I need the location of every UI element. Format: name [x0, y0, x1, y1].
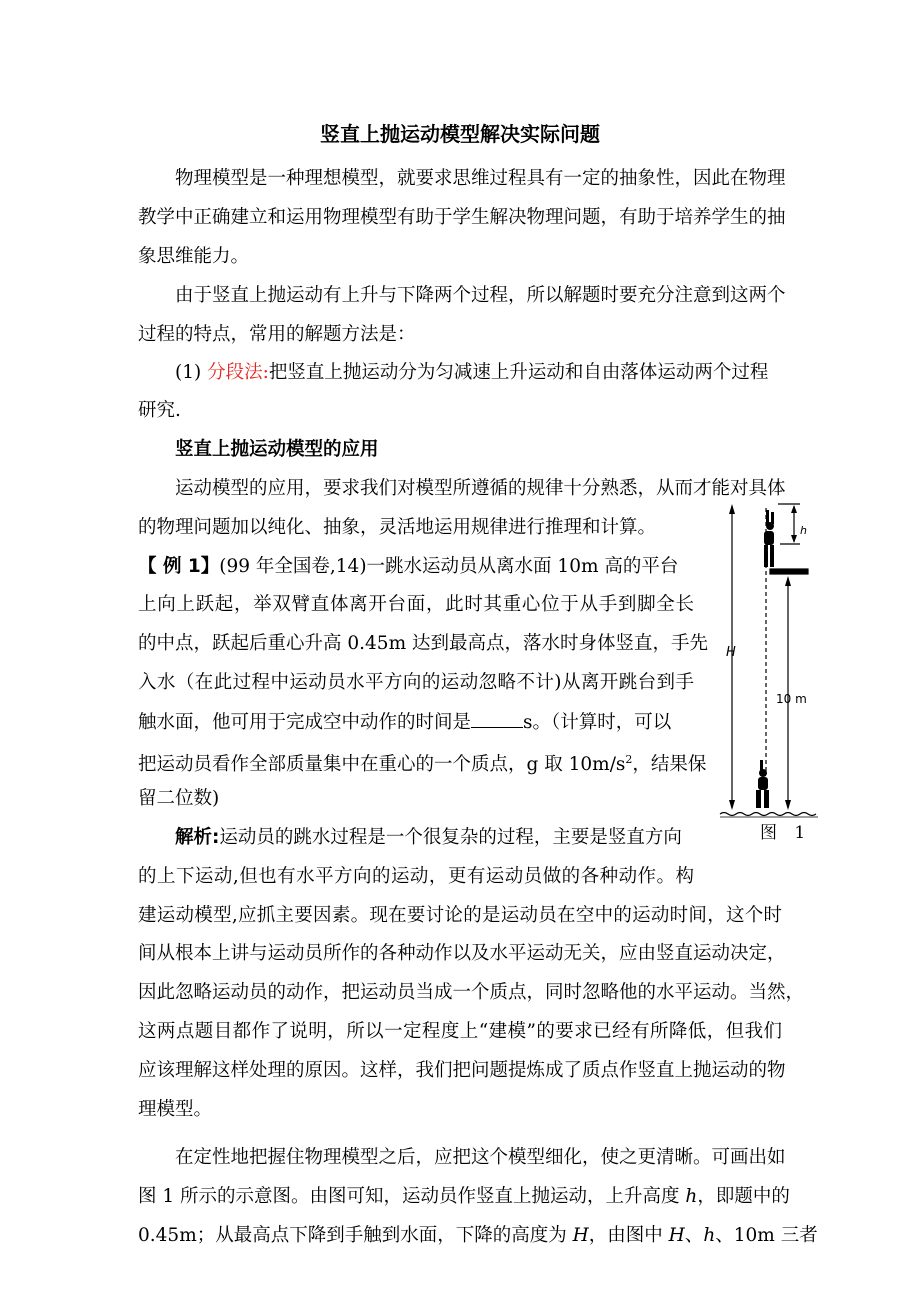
analysis-line-8: 理模型。 [138, 1099, 213, 1120]
method-line-2: 研究. [138, 400, 181, 421]
example-line-7: 留二位数) [138, 788, 220, 809]
platform [770, 569, 808, 574]
method-number: (1) [175, 362, 202, 383]
10m-arrow-top [785, 576, 791, 586]
figure-caption: 图 1 [760, 823, 812, 843]
analysis-line-4: 间从根本上讲与运动员所作的各种动作以及水平运动无关，应由竖直运动决定， [138, 943, 786, 964]
H-arrow-bottom [729, 800, 735, 810]
intro-line-3: 象思维能力。 [138, 246, 250, 267]
example-text-1: (99 年全国卷,14)一跳水运动员从离水面 10m 高的平台 [219, 556, 679, 577]
label-H: H [726, 645, 736, 660]
var-H: H [572, 1225, 589, 1246]
example-text-6a: 把运动员看作全部质量集中在重心的一个质点，g 取 10m/s [138, 754, 626, 776]
var-h: h [685, 1186, 698, 1207]
analysis-line-5: 因此忽略运动员的动作，把运动员当成一个质点，同时忽略他的水平运动。当然， [138, 982, 805, 1003]
analysis-line-1 [175, 825, 682, 851]
example-label: 【 例 1】 [138, 556, 220, 577]
section-heading: 竖直上抛运动模型的应用 [175, 439, 379, 460]
var-H-2: H [668, 1225, 685, 1246]
refine-line-2 [138, 1184, 790, 1210]
answer-blank [471, 709, 523, 728]
h-arrow-top [791, 505, 797, 513]
diving-figure [718, 498, 824, 843]
analysis-label: 解析: [175, 827, 220, 848]
diver-bottom [756, 760, 769, 808]
H-arrow-top [729, 504, 735, 514]
water-surface [720, 813, 816, 816]
refine-text-3d: 、10m 三者 [715, 1225, 818, 1246]
application-line-2: 的物理问题加以纯化、抽象，灵活地运用规律进行推理和计算。 [138, 517, 657, 538]
example-line-1 [138, 554, 678, 580]
refine-text-2a: 图 1 所示的示意图。由图可知，运动员作竖直上抛运动，上升高度 [138, 1186, 686, 1207]
features-line-2: 过程的特点，常用的解题方法是： [138, 324, 416, 345]
refine-text-3c: 、 [684, 1225, 704, 1246]
example-text-6b: ，结果保 [632, 754, 707, 776]
example-line-3: 的中点，跃起后重心升高 0.45m 达到最高点，落水时身体竖直，手先 [138, 633, 708, 654]
example-line-6 [138, 747, 706, 778]
analysis-line-2: 的上下运动,但也有水平方向的运动，更有运动员做的各种动作。构 [138, 866, 694, 887]
intro-line-1: 物理模型是一种理想模型，就要求思维过程具有一定的抽象性，因此在物理 [175, 168, 786, 189]
example-text-5b: s。（计算时，可以 [523, 712, 672, 733]
refine-text-3a: 0.45m；从最高点下降到手触到水面，下降的高度为 [138, 1225, 573, 1246]
document-title: 竖直上抛运动模型解决实际问题 [320, 122, 600, 146]
analysis-line-6: 这两点题目都作了说明，所以一定程度上“建模”的要求已经有所降低，但我们 [138, 1021, 782, 1042]
analysis-line-7: 应该理解这样处理的原因。这样，我们把问题提炼成了质点作竖直上抛运动的物 [138, 1060, 786, 1081]
refine-line-1: 在定性地把握住物理模型之后，应把这个模型细化，使之更清晰。可画出如 [175, 1147, 786, 1168]
example-line-2: 上向上跃起，举双臂直体离开台面，此时其重心位于从手到脚全长 [138, 594, 694, 615]
label-h: h [800, 524, 807, 537]
method-name: 分段法: [207, 362, 269, 383]
analysis-text-1: 运动员的跳水过程是一个很复杂的过程，主要是竖直方向 [219, 827, 682, 848]
example-text-5a: 触水面，他可用于完成空中动作的时间是 [138, 712, 472, 733]
h-arrow-bottom [791, 535, 797, 543]
refine-line-3 [138, 1223, 818, 1249]
example-line-4: 入水（在此过程中运动员水平方向的运动忽略不计)从离开跳台到手 [138, 672, 694, 693]
label-10m: 10 m [776, 692, 807, 706]
method-text: 把竖直上抛运动分为匀减速上升运动和自由落体运动两个过程 [268, 362, 769, 383]
example-line-5 [138, 709, 671, 736]
var-h-2: h [703, 1225, 716, 1246]
superscript: 2 [625, 753, 633, 766]
refine-text-2b: ，即题中的 [697, 1186, 790, 1207]
refine-text-3b: ，由图中 [588, 1225, 669, 1246]
application-line-1: 运动模型的应用，要求我们对模型所遵循的规律十分熟悉，从而才能对具体 [175, 478, 786, 499]
features-line-1: 由于竖直上抛运动有上升与下降两个过程，所以解题时要充分注意到这两个 [175, 285, 786, 306]
10m-arrow-bottom [785, 800, 791, 810]
intro-line-2: 教学中正确建立和运用物理模型有助于学生解决物理问题，有助于培养学生的抽 [138, 207, 786, 228]
method-line-1 [175, 360, 782, 386]
analysis-line-3: 建运动模型,应抓主要因素。现在要讨论的是运动员在空中的运动时间，这个时 [138, 905, 782, 926]
